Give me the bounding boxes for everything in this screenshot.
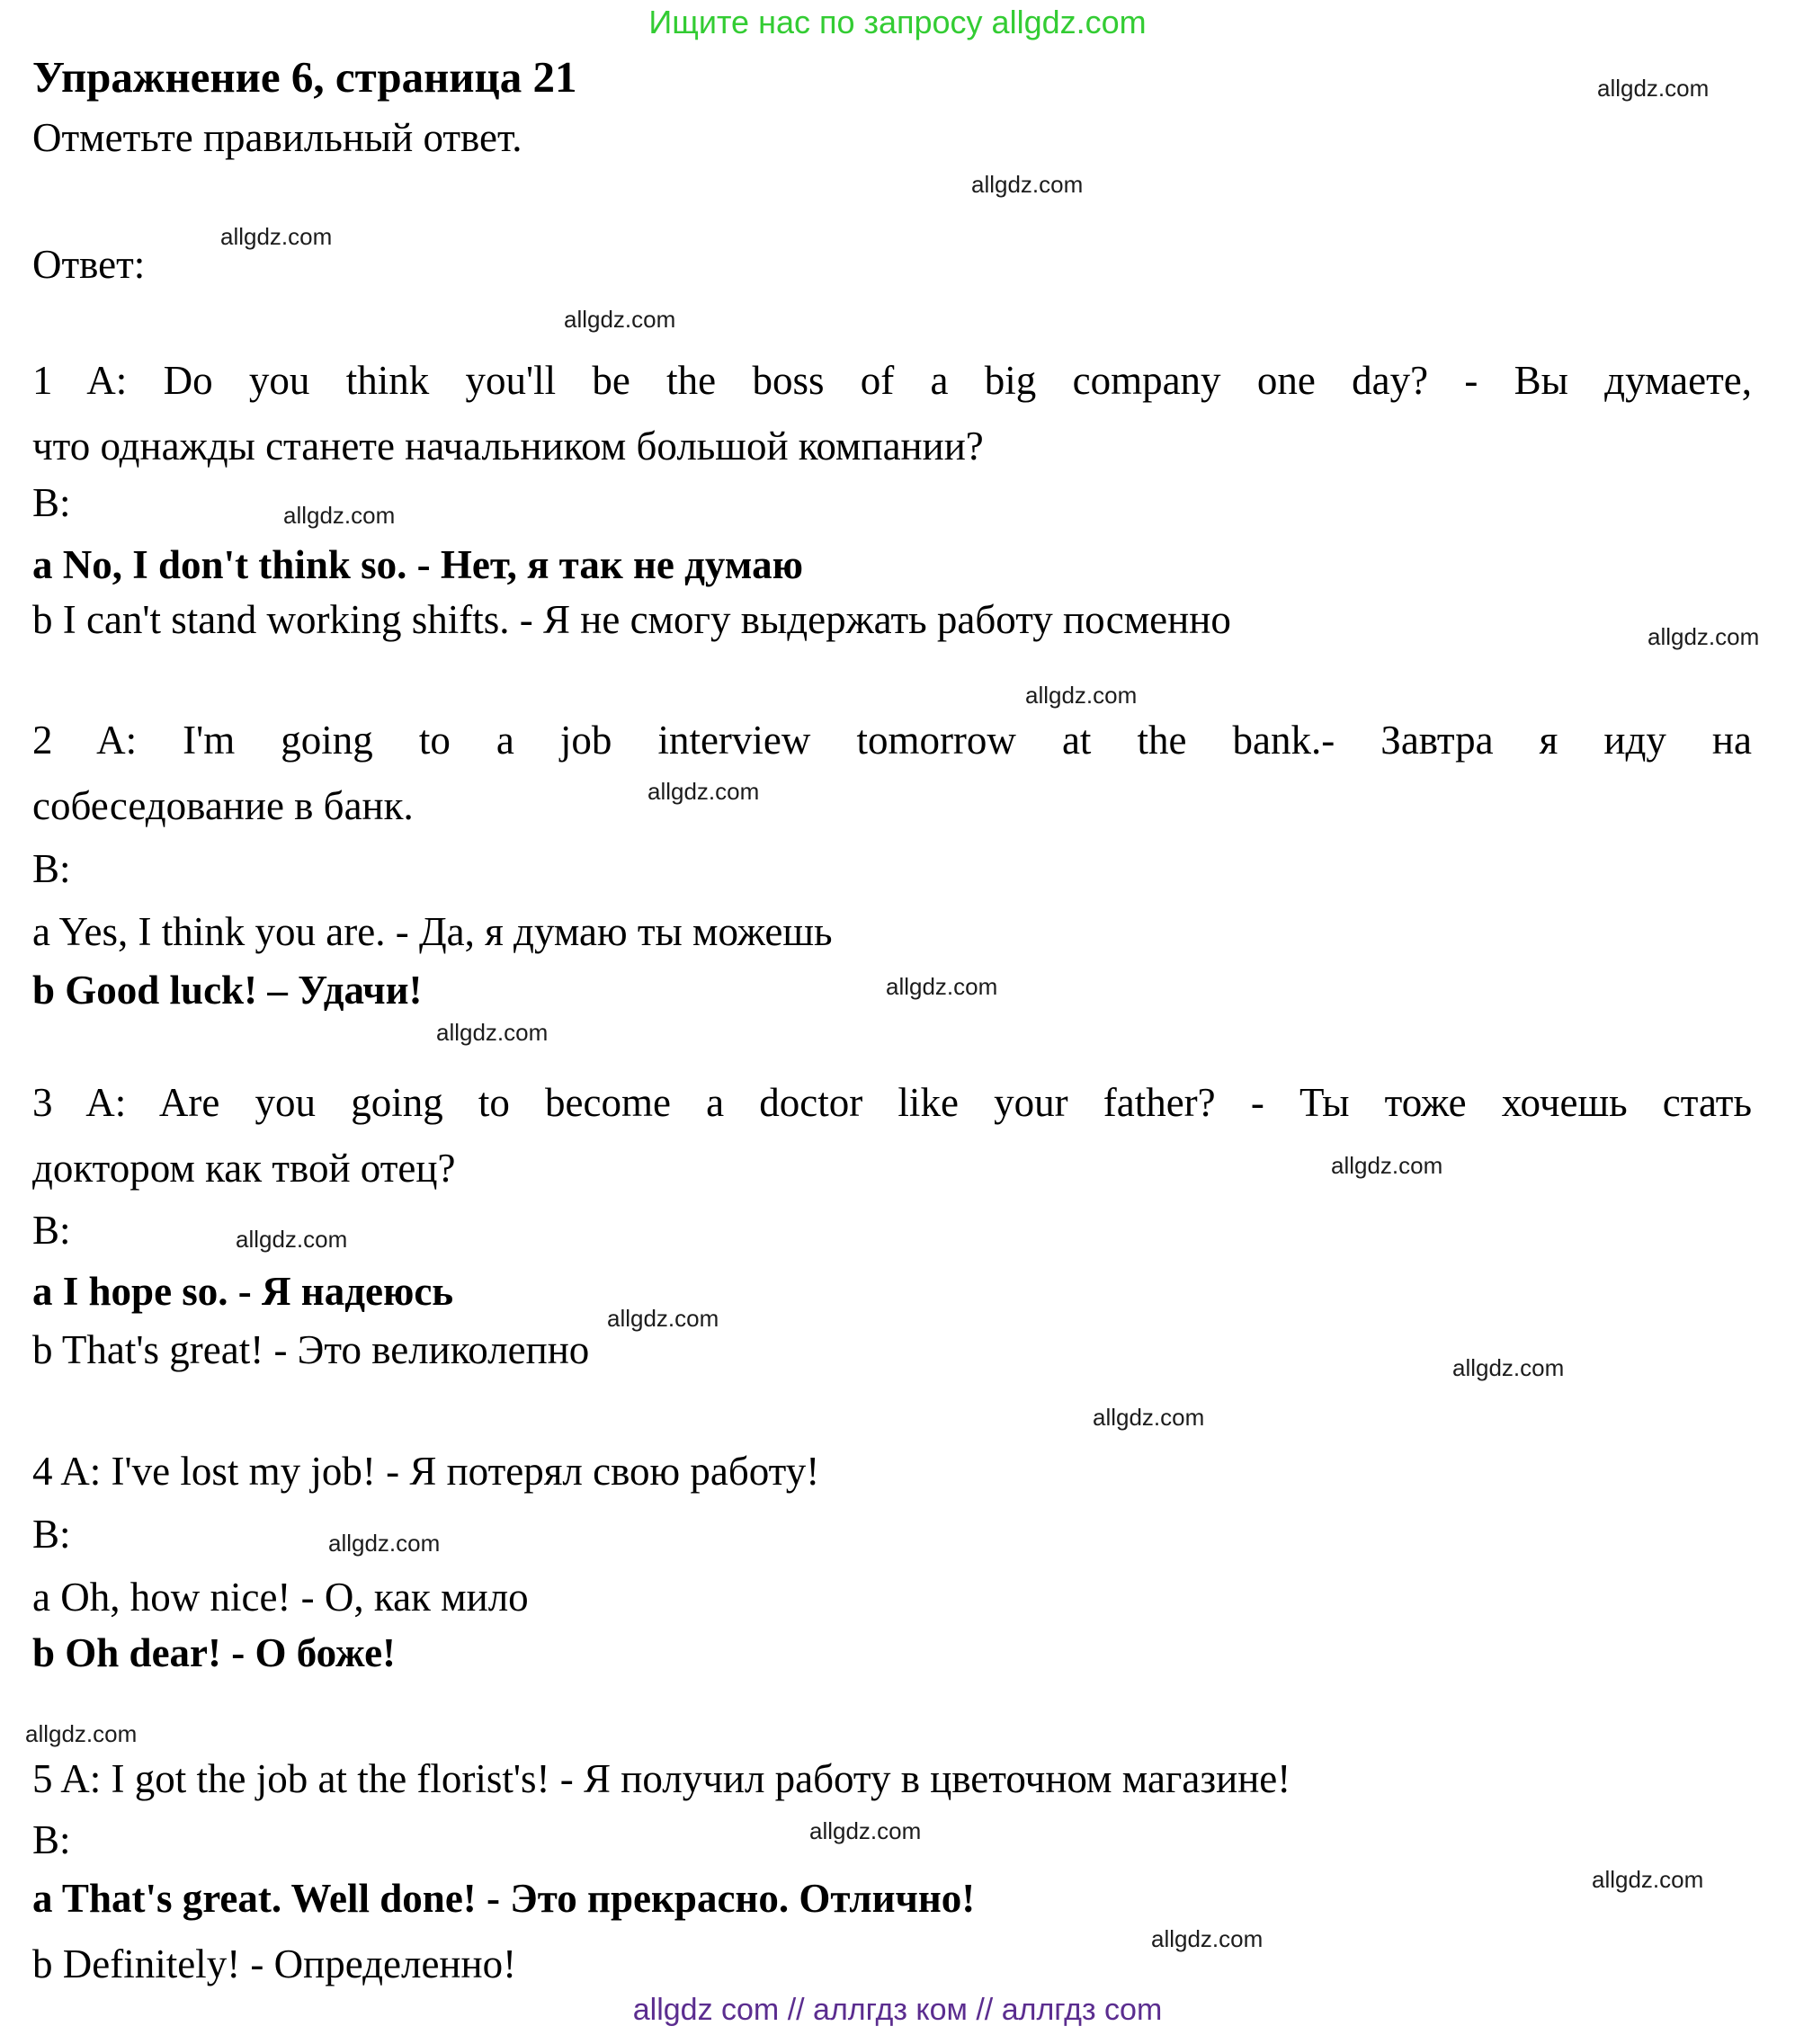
question-4-option-a: a Oh, how nice! - О, как мило: [32, 1575, 529, 1620]
question-3-line-2: доктором как твой отец?: [32, 1146, 456, 1191]
question-1-option-a: a No, I don't think so. - Нет, я так не думаю: [32, 542, 804, 587]
watermark: allgdz.com: [886, 973, 998, 1000]
watermark: allgdz.com: [1597, 75, 1710, 102]
watermark: allgdz.com: [1151, 1925, 1264, 1952]
question-5-option-b: b Definitely! - Определенно!: [32, 1941, 517, 1986]
question-1-line-2: что однажды станете начальником большой компании?: [32, 424, 984, 469]
watermark: allgdz.com: [1592, 1866, 1704, 1893]
question-2-line-2: собеседование в банк.: [32, 783, 414, 828]
watermark: allgdz.com: [1025, 682, 1138, 709]
question-3-speaker-b: В:: [32, 1208, 71, 1253]
question-1-line-1: 1 A: Do you think you'll be the boss of a big company one day? - Вы думаете,: [32, 358, 1752, 403]
watermark: allgdz.com: [328, 1530, 441, 1557]
watermark: allgdz.com: [436, 1019, 549, 1046]
question-1-speaker-b: В:: [32, 480, 71, 525]
watermark: allgdz.com: [283, 502, 396, 529]
exercise-title: Упражнение 6, страница 21: [32, 52, 577, 102]
watermark: allgdz.com: [1093, 1404, 1205, 1431]
watermark: allgdz.com: [809, 1817, 922, 1844]
question-4-speaker-b: В:: [32, 1512, 71, 1557]
question-3-option-a: a I hope so. - Я надеюсь: [32, 1269, 454, 1314]
watermark: allgdz.com: [1331, 1152, 1443, 1179]
question-1-option-b: b I can't stand working shifts. - Я не смогу выдержать работу посменно: [32, 597, 1231, 642]
watermark: allgdz.com: [1452, 1354, 1565, 1381]
question-4-line-1: 4 A: I've lost my job! - Я потерял свою работу!: [32, 1449, 820, 1494]
question-5-speaker-b: В:: [32, 1817, 71, 1862]
question-5-text: [32, 1746, 1752, 1812]
question-4-option-b: b Oh dear! - О боже!: [32, 1630, 397, 1675]
question-2-option-a: a Yes, I think you are. - Да, я думаю ты можешь: [32, 909, 833, 954]
watermark: allgdz.com: [564, 306, 676, 333]
question-2-text: [32, 708, 1752, 839]
watermark: allgdz.com: [1648, 623, 1760, 650]
question-3-text: [32, 1070, 1752, 1201]
watermark: allgdz.com: [236, 1226, 348, 1253]
question-3-line-1: 3 A: Are you going to become a doctor like your father? - Ты тоже хочешь стать: [32, 1080, 1752, 1125]
question-4-text: [32, 1439, 1752, 1504]
site-promo-header: Ищите нас по запросу allgdz.com: [648, 4, 1147, 40]
question-2-speaker-b: В:: [32, 846, 71, 891]
watermark: allgdz.com: [220, 223, 333, 250]
watermark: allgdz.com: [647, 778, 760, 805]
question-5-option-a: a That's great. Well done! - Это прекрасно. Отлично!: [32, 1876, 976, 1921]
watermark: allgdz.com: [25, 1720, 138, 1747]
exercise-instruction: Отметьте правильный ответ.: [32, 115, 522, 160]
question-1-text: [32, 348, 1752, 479]
watermark: allgdz.com: [971, 171, 1084, 198]
question-2-option-b: b Good luck! – Удачи!: [32, 968, 423, 1013]
answer-label: Ответ:: [32, 242, 146, 287]
question-2-line-1: 2 A: I'm going to a job interview tomorrow at the bank.- Завтра я иду на: [32, 718, 1752, 763]
watermark: allgdz.com: [607, 1305, 719, 1332]
question-5-line-1: 5 A: I got the job at the florist's! - Я получил работу в цветочном магазине!: [32, 1756, 1291, 1801]
question-3-option-b: b That's great! - Это великолепно: [32, 1327, 590, 1372]
site-footer: allgdz com // аллгдз ком // аллгдз com: [632, 1993, 1163, 2027]
